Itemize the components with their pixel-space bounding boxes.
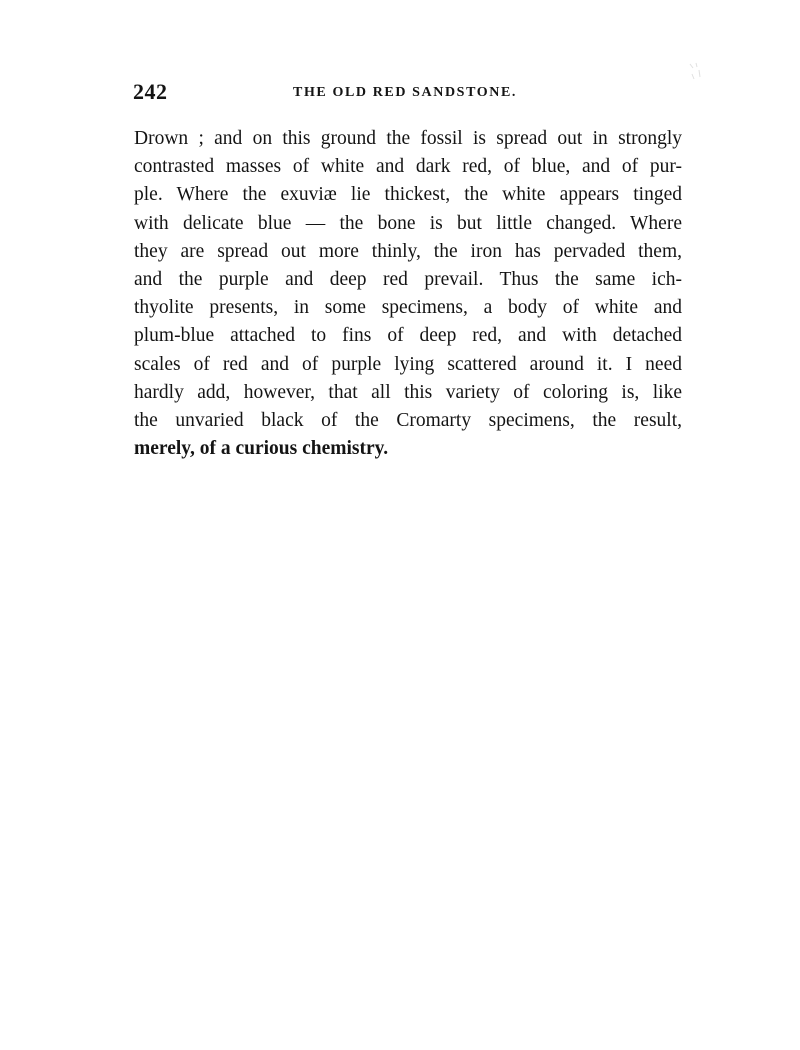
text-line: plum-blue attached to fins of deep red, and with detached xyxy=(134,325,682,347)
text-line-final: merely, of a curious chemistry. xyxy=(134,438,389,460)
text-line: contrasted masses of white and dark red, of blue, and of pur- xyxy=(134,156,682,178)
body-paragraph xyxy=(134,125,682,463)
text-line: thyolite presents, in some specimens, a body of white and xyxy=(134,297,682,319)
text-line: and the purple and deep red prevail. Thus the same ich- xyxy=(134,269,682,291)
page-number: 242 xyxy=(133,79,168,104)
text-line: scales of red and of purple lying scattered around it. I need xyxy=(134,353,682,375)
text-line: ple. Where the exuviæ lie thickest, the white appears tinged xyxy=(134,184,682,206)
running-head xyxy=(133,79,693,109)
page-blemish xyxy=(688,62,702,80)
text-line: Drown ; and on this ground the fossil is spread out in strongly xyxy=(134,128,682,149)
text-line: they are spread out more thinly, the iron has pervaded them, xyxy=(134,240,682,262)
text-line: with delicate blue — the bone is but little changed. Where xyxy=(134,212,682,234)
running-title: THE OLD RED SANDSTONE. xyxy=(293,85,517,100)
text-line: the unvaried black of the Cromarty specimens, the result, xyxy=(134,410,682,432)
text-line: hardly add, however, that all this variety of coloring is, like xyxy=(134,381,682,403)
